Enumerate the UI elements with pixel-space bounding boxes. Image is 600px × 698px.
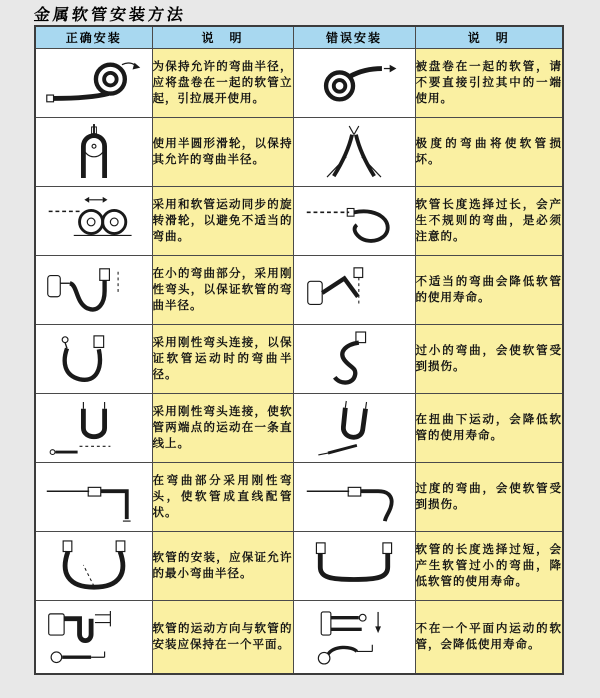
table-row: [35, 325, 563, 394]
correct-description: 采用和软管运动同步的旋转滑轮，以避免不适当的弯曲。: [152, 187, 293, 256]
wrong-description: 在扭曲下运动，会降低软管的使用寿命。: [415, 394, 563, 463]
table-row: [35, 256, 563, 325]
wrong-description: 不适当的弯曲会降低软管的使用寿命。: [415, 256, 563, 325]
ends-on-line-illustration: [41, 398, 147, 458]
header-correct-install: 正确安装: [35, 26, 152, 49]
header-wrong-install: 错误安装: [293, 26, 415, 49]
hose-coil-upright-illustration: [41, 53, 147, 113]
wrong-description: 被盘卷在一起的软管，请不要直接引拉其中的一端使用。: [415, 49, 563, 118]
table-row: [35, 463, 563, 532]
rigid-elbow-small-bend-illustration: [41, 260, 147, 320]
wrong-description: 过小的弯曲，会使软管受到损伤。: [415, 325, 563, 394]
wrong-description: 不在一个平面内运动的软管，会降低使用寿命。: [415, 601, 563, 674]
too-short-flat-bend-illustration: [301, 536, 407, 596]
correct-image-cell: [35, 187, 152, 256]
wrong-description: 软管长度选择过长，会产生不规则的弯曲，是必须注意的。: [415, 187, 563, 256]
table-row: [35, 118, 563, 187]
correct-image-cell: [35, 463, 152, 532]
overlong-hose-illustration: [301, 191, 407, 251]
table-row: [35, 187, 563, 256]
correct-image-cell: [35, 118, 152, 187]
wrong-image-cell: [293, 118, 415, 187]
correct-image-cell: [35, 256, 152, 325]
extreme-bend-illustration: [301, 121, 407, 183]
table-row: [35, 49, 563, 118]
wrong-description: 软管的长度选择过短，会产生软管过小的弯曲，降低软管的使用寿命。: [415, 532, 563, 601]
hose-over-pulley-illustration: [41, 121, 147, 183]
correct-description: 使用半圆形滑轮，以保持其允许的弯曲半径。: [152, 118, 293, 187]
header-wrong-description: 说 明: [415, 26, 563, 49]
wrong-description: 过度的弯曲，会使软管受到损伤。: [415, 463, 563, 532]
installation-method-table: [34, 25, 564, 675]
correct-image-cell: [35, 532, 152, 601]
wrong-image-cell: [293, 532, 415, 601]
wrong-image-cell: [293, 256, 415, 325]
correct-image-cell: [35, 601, 152, 674]
over-bent-corner-illustration: [301, 467, 407, 527]
correct-image-cell: [35, 325, 152, 394]
rigid-elbow-u-loop-illustration: [41, 329, 147, 389]
page-title: 金属软管安装方法: [32, 5, 187, 24]
correct-description: 在小的弯曲部分，采用刚性弯头，以保证软管的弯曲半径。: [152, 256, 293, 325]
correct-description: 为保持允许的弯曲半径，应将盘卷在一起的软管立起，引拉展开使用。: [152, 49, 293, 118]
wrong-image-cell: [293, 49, 415, 118]
straight-run-elbow-illustration: [41, 467, 147, 527]
one-plane-motion-illustration: [41, 605, 147, 669]
rotating-pulleys-illustration: [41, 191, 147, 251]
correct-description: 采用刚性弯头连接，以保证软管运动时的弯曲半径。: [152, 325, 293, 394]
torsion-motion-illustration: [301, 398, 407, 458]
wrong-image-cell: [293, 187, 415, 256]
correct-image-cell: [35, 49, 152, 118]
hose-coil-pulled-illustration: [301, 53, 407, 113]
correct-description: 软管的安装，应保证允许的最小弯曲半径。: [152, 532, 293, 601]
wrong-image-cell: [293, 325, 415, 394]
correct-description: 在弯曲部分采用刚性弯头，使软管成直线配管状。: [152, 463, 293, 532]
table-row: [35, 532, 563, 601]
out-of-plane-motion-illustration: [301, 605, 407, 669]
correct-description: 软管的运动方向与软管的安装应保持在一个平面。: [152, 601, 293, 674]
wrong-description: 极度的弯曲将使软管损坏。: [415, 118, 563, 187]
minimum-bend-radius-illustration: [41, 536, 147, 596]
table-row: [35, 601, 563, 674]
correct-description: 采用刚性弯头连接，使软管两端点的运动在一条直线上。: [152, 394, 293, 463]
improper-bend-illustration: [301, 260, 407, 320]
wrong-image-cell: [293, 601, 415, 674]
header-correct-description: 说 明: [152, 26, 293, 49]
header-row: [35, 26, 563, 49]
wrong-image-cell: [293, 463, 415, 532]
table-row: [35, 394, 563, 463]
correct-image-cell: [35, 394, 152, 463]
wrong-image-cell: [293, 394, 415, 463]
s-hook-bend-illustration: [301, 329, 407, 389]
